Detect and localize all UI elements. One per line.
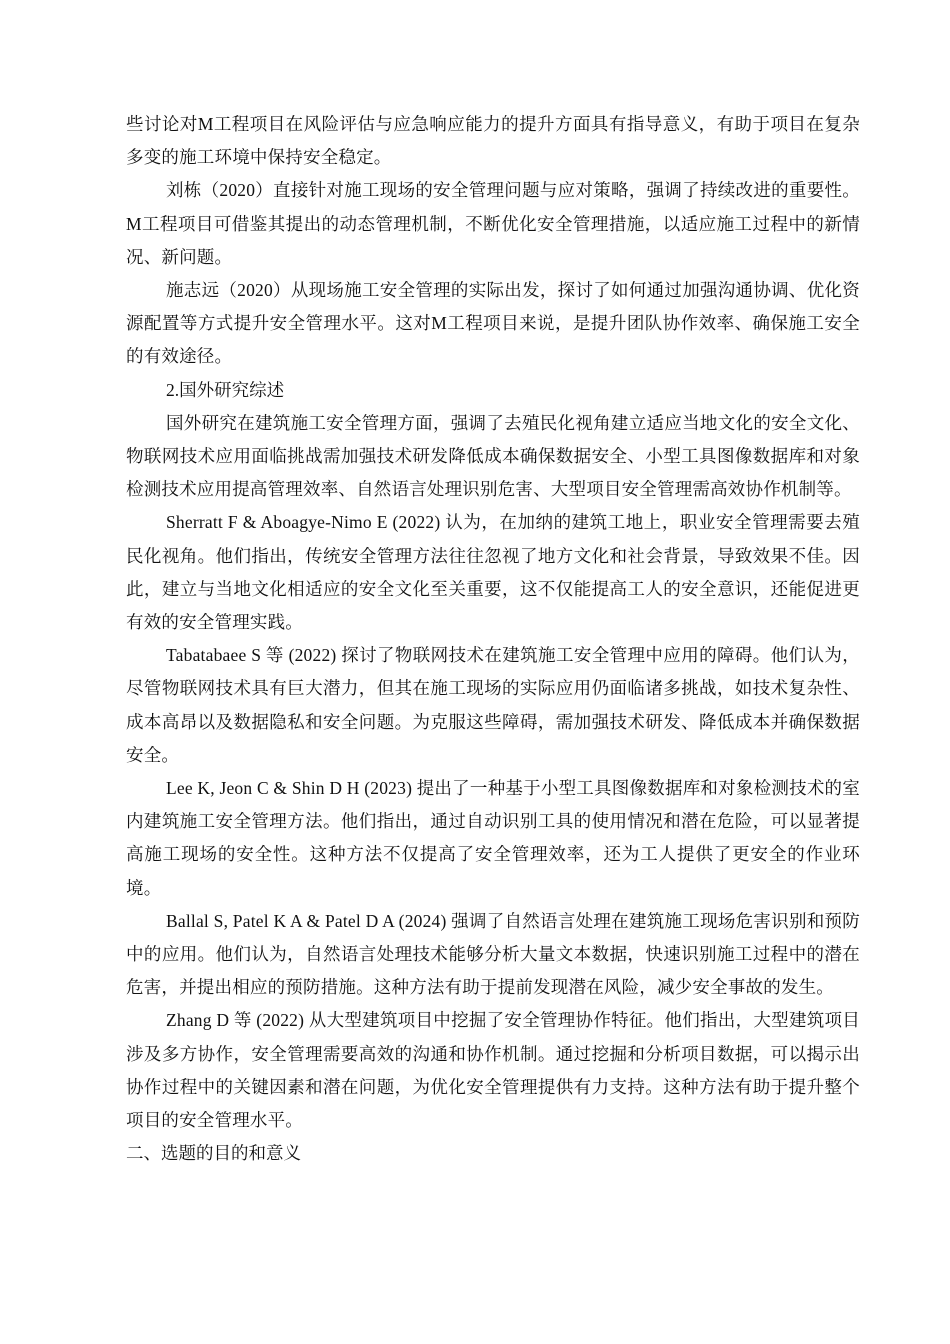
paragraph-foreign-summary: 国外研究在建筑施工安全管理方面，强调了去殖民化视角建立适应当地文化的安全文化、物联网技术应用面临挑战需加强技术研发降低成本确保数据安全、小型工具图像数据库和对象检测技术应用提高管理效率、自然语言处理识别危害、大型项目安全管理需高效协作机制等。 [126,412,860,500]
section-heading-foreign-review: 2.国外研究综述 [166,379,285,400]
paragraph-ballal: Ballal S, Patel K A & Patel D A (2024) 强调了自然语言处理在建筑施工现场危害识别和预防中的应用。他们认为，自然语言处理技术能够分析大量文本数据，快速识别施工过程中的潜在危害，并提出相应的预防措施。这种方法有助于提前发现潜在风险，减少安全事故的发生。 [126,910,860,998]
document-body [126,108,860,1171]
paragraph-sherratt: Sherratt F & Aboagye-Nimo E (2022) 认为，在加纳的建筑工地上，职业安全管理需要去殖民化视角。他们指出，传统安全管理方法往往忽视了地方文化和社会背景，导致效果不佳。因此，建立与当地文化相适应的安全文化至关重要，这不仅能提高工人的安全意识，还能促进更有效的安全管理实践。 [126,512,860,633]
paragraph-liu-dong: 刘栋（2020）直接针对施工现场的安全管理问题与应对策略，强调了持续改进的重要性。M工程项目可借鉴其提出的动态管理机制，不断优化安全管理措施，以适应施工过程中的新情况、新问题。 [126,180,860,267]
paragraph-continuation: 些讨论对M工程项目在风险评估与应急响应能力的提升方面具有指导意义，有助于项目在复杂多变的施工环境中保持安全稳定。 [126,114,860,168]
paragraph-tabatabaee: Tabatabaee S 等 (2022) 探讨了物联网技术在建筑施工安全管理中应用的障碍。他们认为，尽管物联网技术具有巨大潜力，但其在施工现场的实际应用仍面临诸多挑战，如技术复杂性、成本高昂以及数据隐私和安全问题。为克服这些障碍，需加强技术研发、降低成本并确保数据安全。 [126,645,860,765]
section-heading-purpose: 二、选题的目的和意义 [126,1143,301,1164]
paragraph-zhang: Zhang D 等 (2022) 从大型建筑项目中挖掘了安全管理协作特征。他们指出，大型建筑项目涉及多方协作，安全管理需要高效的沟通和协作机制。通过挖掘和分析项目数据，可以揭示出协作过程中的关键因素和潜在问题，为优化安全管理提供有力支持。这种方法有助于提升整个项目的安全管理水平。 [126,1010,860,1131]
paragraph-shi-zhiyuan: 施志远（2020）从现场施工安全管理的实际出发，探讨了如何通过加强沟通协调、优化资源配置等方式提升安全管理水平。这对M工程项目来说，是提升团队协作效率、确保施工安全的有效途径。 [126,280,860,367]
paragraph-lee: Lee K, Jeon C & Shin D H (2023) 提出了一种基于小型工具图像数据库和对象检测技术的室内建筑施工安全管理方法。他们指出，通过自动识别工具的使用情况和潜在危险，可以显著提高施工现场的安全性。这种方法不仅提高了安全管理效率，还为工人提供了更安全的作业环境。 [126,778,860,898]
